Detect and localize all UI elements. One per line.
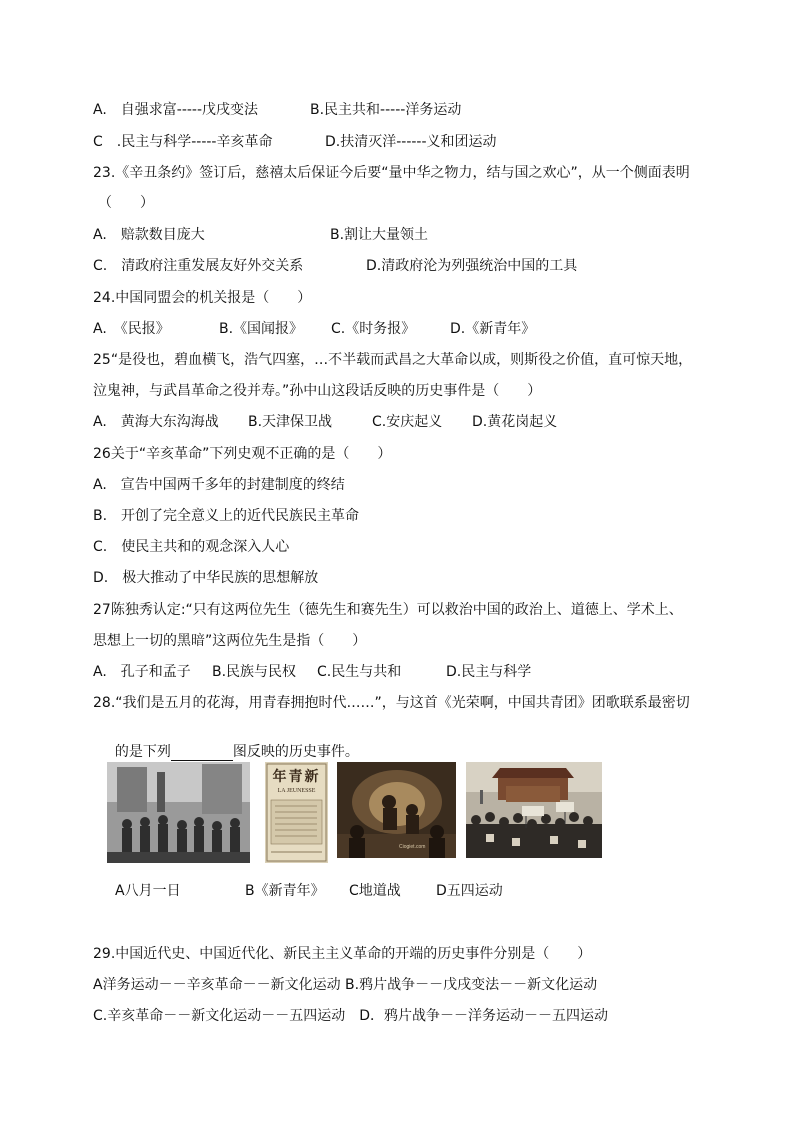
q23-option-c: C. 清政府注重发展友好外交关系 [93,258,304,274]
q28-option-d: D五四运动 [436,883,503,899]
q28-answer-blank [171,746,233,761]
q26-option-c: C. 使民主共和的观念深入人心 [93,539,290,555]
q22-option-d: D.扶清灭洋------义和团运动 [325,134,497,150]
q25-stem-line1: 25“是役也，碧血横飞，浩气四塞，…不半载而武昌之大革命以成，则斯役之价值，直可惊天地， [93,352,693,368]
q28-photo-d-may-fourth [466,762,602,858]
q28-photo-b-magazine [265,762,328,863]
q22-option-a: A. 自强求富-----戊戌变法 [93,102,259,118]
q25-option-d: D.黄花岗起义 [472,414,558,430]
q28-option-a: A八月一日 [115,883,181,899]
q25-option-b: B.天津保卫战 [248,414,333,430]
q27-option-b: B.民族与民权 [212,664,297,680]
q28-stem-line1: 28.“我们是五月的花海，用青春拥抱时代……”，与这首《光荣啊，中国共青团》团歌联系最密切 [93,695,690,711]
q23-option-d: D.清政府沦为列强统治中国的工具 [366,258,578,274]
q25-option-a: A. 黄海大东沟海战 [93,414,219,430]
q23-stem: 23.《辛丑条约》签订后，慈禧太后保证今后要“量中华之物力，结与国之欢心”，从一个侧面表明 [93,165,690,181]
q28-stem-after: 图反映的历史事件。 [232,744,359,760]
q25-stem-line2: 泣鬼神，与武昌革命之役并寿。”孙中山这段话反映的历史事件是（ ） [93,383,542,399]
q26-option-d: D. 极大推动了中华民族的思想解放 [93,570,319,586]
photo-watermark: Ciogiet.com [399,844,426,850]
q26-option-b: B. 开创了完全意义上的近代民族民主革命 [93,508,360,524]
q28-stem-line2 [106,725,359,761]
q27-option-d: D.民主与科学 [446,664,532,680]
q29-options-cd: C.辛亥革命－－新文化运动－－五四运动 D．鸦片战争－－洋务运动－－五四运动 [93,1008,609,1024]
q28-photo-c-tunnel [337,762,456,858]
q24-option-c: C.《时务报》 [331,321,416,337]
q26-stem: 26关于“辛亥革命”下列史观不正确的是（ ） [93,446,392,462]
q24-option-a: A. 《民报》 [93,321,170,337]
q23-option-a: A. 赔款数目庞大 [93,227,205,243]
q27-option-a: A. 孔子和孟子 [93,664,191,680]
q22-option-b: B.民主共和-----洋务运动 [310,102,462,118]
q27-option-c: C.民生与共和 [317,664,402,680]
q23-answer-paren: （ ） [98,195,154,211]
q28-option-c: C地道战 [349,883,401,899]
q24-option-b: B.《国闻报》 [219,321,304,337]
q23-option-b: B.割让大量领土 [330,227,429,243]
q28-photo-a-soldiers [107,762,250,863]
q24-option-d: D.《新青年》 [450,321,536,337]
q28-option-b: B《新青年》 [245,883,325,899]
q28-stem-before: 的是下列 [114,744,171,760]
q25-option-c: C.安庆起义 [372,414,443,430]
q27-stem-line2: 思想上一切的黑暗”这两位先生是指（ ） [93,633,367,649]
magazine-subtitle: LA JEUNESSE [277,788,316,794]
q26-option-a: A. 宣告中国两千多年的封建制度的终结 [93,477,345,493]
q24-stem: 24.中国同盟会的机关报是（ ） [93,290,312,306]
q29-stem: 29.中国近代史、中国近代化、新民主主义革命的开端的历史事件分别是（ ） [93,946,592,962]
q27-stem-line1: 27陈独秀认定:“只有这两位先生（德先生和赛先生）可以救治中国的政治上、道德上、学术上、 [93,602,683,618]
magazine-title: 年青新 [272,769,321,785]
q29-options-ab: A洋务运动－－辛亥革命－－新文化运动 B.鸦片战争－－戊戌变法－－新文化运动 [93,977,598,993]
q22-option-c: C .民主与科学-----辛亥革命 [93,134,273,150]
